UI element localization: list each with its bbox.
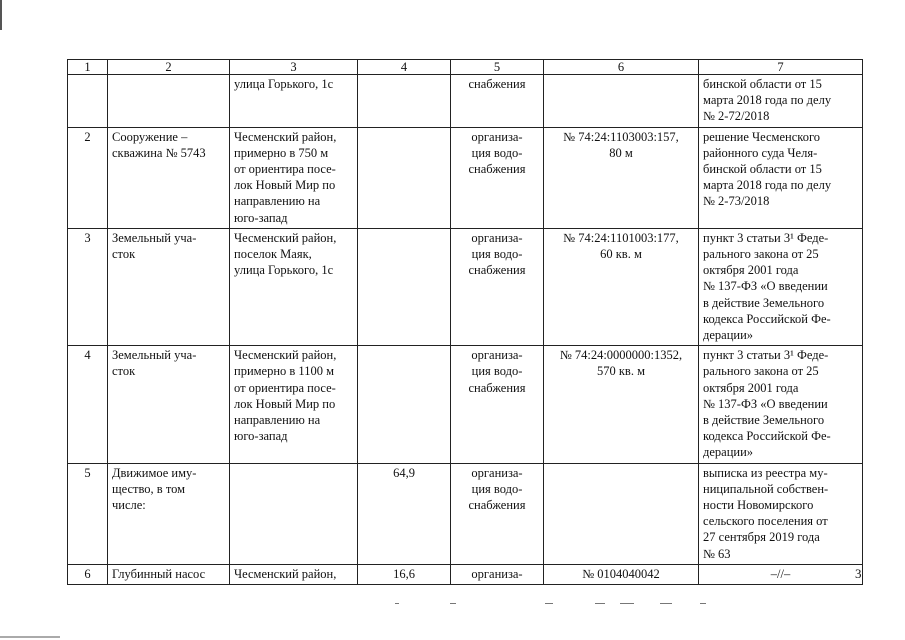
- row-number-cell: [68, 75, 108, 128]
- value-cell: [358, 127, 451, 228]
- property-table: [67, 59, 863, 585]
- purpose-cell: организа- ция водо- снабжения: [451, 228, 544, 345]
- purpose-cell: организа- ция водо- снабжения: [451, 127, 544, 228]
- row-number-cell: 5: [68, 463, 108, 564]
- column-header: 7: [699, 60, 863, 75]
- object-name-cell: Движимое иму- щество, в том числе:: [108, 463, 230, 564]
- table-row: [68, 75, 863, 128]
- value-cell: [358, 75, 451, 128]
- row-number-cell: 2: [68, 127, 108, 228]
- basis-cell: пункт 3 статьи 3¹ Феде- рального закона от 25 октября 2001 года № 137-ФЗ «О введении в действие Земельного кодекса Российской Фе- дерации»: [699, 346, 863, 463]
- purpose-cell: организа-: [451, 564, 544, 584]
- location-cell: Чесменский район, примерно в 1100 м от ориентира посе- лок Новый Мир по направлению на юго-запад: [230, 346, 358, 463]
- purpose-cell: организа- ция водо- снабжения: [451, 463, 544, 564]
- scan-corner-mark: [0, 636, 60, 638]
- cadastral-cell: [544, 463, 699, 564]
- row-number-cell: 6: [68, 564, 108, 584]
- purpose-cell: снабжения: [451, 75, 544, 128]
- purpose-cell: организа- ция водо- снабжения: [451, 346, 544, 463]
- column-header: 5: [451, 60, 544, 75]
- object-name-cell: Глубинный насос: [108, 564, 230, 584]
- basis-cell: бинской области от 15 марта 2018 года по делу № 2-72/2018: [699, 75, 863, 128]
- location-cell: улица Горького, 1с: [230, 75, 358, 128]
- header-row: [68, 60, 863, 75]
- object-name-cell: Сооружение – скважина № 5743: [108, 127, 230, 228]
- column-header: 1: [68, 60, 108, 75]
- page-number: 3: [855, 566, 862, 581]
- row-number-cell: 3: [68, 228, 108, 345]
- basis-cell: –//–: [699, 564, 863, 584]
- cadastral-cell: [544, 75, 699, 128]
- basis-cell: пункт 3 статьи 3¹ Феде- рального закона от 25 октября 2001 года № 137-ФЗ «О введении в действие Земельного кодекса Российской Фе- дерации»: [699, 228, 863, 345]
- basis-cell: выписка из реестра му- ниципальной собствен- ности Новомирского сельского поселения от 27 сентября 2019 года № 63: [699, 463, 863, 564]
- basis-cell: решение Чесменского районного суда Челя- бинской области от 15 марта 2018 года по делу № 2-73/2018: [699, 127, 863, 228]
- location-cell: Чесменский район, примерно в 750 м от ориентира посе- лок Новый Мир по направлению на юго-запад: [230, 127, 358, 228]
- value-cell: [358, 228, 451, 345]
- object-name-cell: Земельный уча- сток: [108, 346, 230, 463]
- cadastral-cell: № 74:24:1103003:157, 80 м: [544, 127, 699, 228]
- column-header: 3: [230, 60, 358, 75]
- column-header: 2: [108, 60, 230, 75]
- location-cell: Чесменский район, поселок Маяк, улица Горького, 1с: [230, 228, 358, 345]
- location-cell: [230, 463, 358, 564]
- object-name-cell: Земельный уча- сток: [108, 228, 230, 345]
- table-row: [68, 564, 863, 584]
- location-cell: Чесменский район,: [230, 564, 358, 584]
- table-row: [68, 228, 863, 345]
- value-cell: [358, 346, 451, 463]
- table-row: [68, 463, 863, 564]
- value-cell: 16,6: [358, 564, 451, 584]
- column-header: 4: [358, 60, 451, 75]
- column-header: 6: [544, 60, 699, 75]
- scan-margin-mark: [0, 0, 2, 30]
- value-cell: 64,9: [358, 463, 451, 564]
- cadastral-cell: № 74:24:1101003:177, 60 кв. м: [544, 228, 699, 345]
- cadastral-cell: № 74:24:0000000:1352, 570 кв. м: [544, 346, 699, 463]
- object-name-cell: [108, 75, 230, 128]
- scan-footer-marks: [395, 603, 735, 607]
- table-row: [68, 346, 863, 463]
- table-row: [68, 127, 863, 228]
- row-number-cell: 4: [68, 346, 108, 463]
- cadastral-cell: № 0104040042: [544, 564, 699, 584]
